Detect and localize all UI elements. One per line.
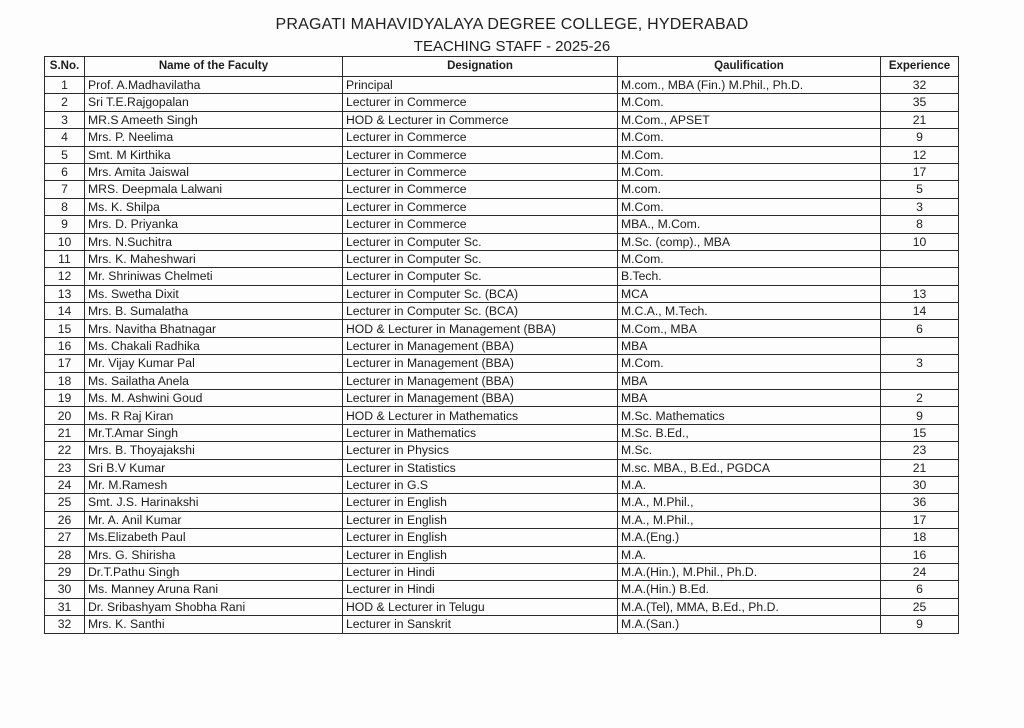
cell-experience: 25	[881, 598, 959, 615]
cell-designation: Lecturer in Management (BBA)	[343, 390, 618, 407]
cell-qualification: M.Sc. (comp)., MBA	[618, 233, 881, 250]
table-row	[45, 494, 959, 511]
table-row	[45, 77, 959, 94]
cell-designation: Lecturer in Commerce	[343, 129, 618, 146]
cell-designation: Lecturer in English	[343, 529, 618, 546]
cell-qualification: M.com., MBA (Fin.) M.Phil., Ph.D.	[618, 77, 881, 94]
table-row	[45, 233, 959, 250]
cell-designation: HOD & Lecturer in Management (BBA)	[343, 320, 618, 337]
cell-qualification: M.Sc.	[618, 442, 881, 459]
cell-qualification: M.Com.	[618, 163, 881, 180]
cell-designation: Lecturer in Computer Sc.	[343, 233, 618, 250]
cell-qualification: M.A.(San.)	[618, 616, 881, 633]
cell-sno: 25	[45, 494, 85, 511]
cell-qualification: M.A.	[618, 546, 881, 563]
cell-name: Prof. A.Madhavilatha	[85, 77, 343, 94]
cell-experience: 13	[881, 285, 959, 302]
cell-designation: Lecturer in Mathematics	[343, 424, 618, 441]
cell-name: Mrs. N.Suchitra	[85, 233, 343, 250]
cell-experience: 12	[881, 146, 959, 163]
table-row	[45, 616, 959, 633]
table-row	[45, 111, 959, 128]
cell-qualification: M.C.A., M.Tech.	[618, 303, 881, 320]
cell-sno: 19	[45, 390, 85, 407]
cell-qualification: M.Sc. Mathematics	[618, 407, 881, 424]
cell-sno: 17	[45, 355, 85, 372]
cell-experience: 6	[881, 581, 959, 598]
table-body	[45, 77, 959, 634]
cell-sno: 32	[45, 616, 85, 633]
col-header-name: Name of the Faculty	[85, 57, 343, 77]
cell-name: Mrs. Amita Jaiswal	[85, 163, 343, 180]
cell-qualification: M.sc. MBA., B.Ed., PGDCA	[618, 459, 881, 476]
table-row	[45, 163, 959, 180]
cell-name: Ms. R Raj Kiran	[85, 407, 343, 424]
cell-name: MRS. Deepmala Lalwani	[85, 181, 343, 198]
cell-qualification: M.A.(Tel), MMA, B.Ed., Ph.D.	[618, 598, 881, 615]
table-row	[45, 303, 959, 320]
cell-experience: 36	[881, 494, 959, 511]
cell-sno: 30	[45, 581, 85, 598]
cell-designation: Lecturer in Computer Sc. (BCA)	[343, 303, 618, 320]
cell-name: Ms. M. Ashwini Goud	[85, 390, 343, 407]
cell-qualification: M.Com.	[618, 250, 881, 267]
college-title: PRAGATI MAHAVIDYALAYA DEGREE COLLEGE, HYDERABAD	[275, 16, 749, 33]
cell-designation: Lecturer in Physics	[343, 442, 618, 459]
table-row	[45, 146, 959, 163]
cell-qualification: M.Com., APSET	[618, 111, 881, 128]
cell-experience: 32	[881, 77, 959, 94]
table-row	[45, 529, 959, 546]
cell-experience: 9	[881, 616, 959, 633]
cell-name: Ms. Swetha Dixit	[85, 285, 343, 302]
table-row	[45, 129, 959, 146]
cell-qualification: M.Sc. B.Ed.,	[618, 424, 881, 441]
cell-name: Ms. Sailatha Anela	[85, 372, 343, 389]
cell-qualification: MBA., M.Com.	[618, 216, 881, 233]
cell-qualification: MBA	[618, 390, 881, 407]
table-row	[45, 459, 959, 476]
cell-designation: Lecturer in Computer Sc. (BCA)	[343, 285, 618, 302]
table-row	[45, 355, 959, 372]
cell-designation: HOD & Lecturer in Mathematics	[343, 407, 618, 424]
cell-experience: 23	[881, 442, 959, 459]
cell-sno: 15	[45, 320, 85, 337]
cell-experience: 21	[881, 111, 959, 128]
cell-name: Ms. K. Shilpa	[85, 198, 343, 215]
cell-sno: 8	[45, 198, 85, 215]
col-header-qualification: Qaulification	[618, 57, 881, 77]
cell-name: Mrs. D. Priyanka	[85, 216, 343, 233]
cell-experience: 21	[881, 459, 959, 476]
cell-sno: 31	[45, 598, 85, 615]
cell-designation: Lecturer in Commerce	[343, 146, 618, 163]
cell-designation: Lecturer in Hindi	[343, 581, 618, 598]
cell-designation: Lecturer in G.S	[343, 476, 618, 493]
cell-designation: Lecturer in English	[343, 494, 618, 511]
cell-sno: 5	[45, 146, 85, 163]
table-row	[45, 476, 959, 493]
cell-experience: 3	[881, 198, 959, 215]
table-row	[45, 390, 959, 407]
cell-sno: 21	[45, 424, 85, 441]
cell-qualification: M.A.	[618, 476, 881, 493]
cell-name: Mrs. K. Santhi	[85, 616, 343, 633]
cell-experience: 14	[881, 303, 959, 320]
cell-designation: Principal	[343, 77, 618, 94]
cell-name: Mr. Vijay Kumar Pal	[85, 355, 343, 372]
cell-qualification: M.A.(Hin.) B.Ed.	[618, 581, 881, 598]
cell-name: Ms. Chakali Radhika	[85, 337, 343, 354]
cell-qualification: M.com.	[618, 181, 881, 198]
cell-sno: 16	[45, 337, 85, 354]
col-header-experience: Experience	[881, 57, 959, 77]
table-row	[45, 181, 959, 198]
cell-experience	[881, 250, 959, 267]
cell-name: Mrs. P. Neelima	[85, 129, 343, 146]
table-row	[45, 372, 959, 389]
cell-designation: Lecturer in Computer Sc.	[343, 250, 618, 267]
cell-sno: 11	[45, 250, 85, 267]
cell-sno: 22	[45, 442, 85, 459]
cell-designation: Lecturer in Commerce	[343, 198, 618, 215]
cell-designation: Lecturer in English	[343, 546, 618, 563]
cell-designation: HOD & Lecturer in Commerce	[343, 111, 618, 128]
header-row	[45, 57, 959, 77]
cell-designation: Lecturer in Management (BBA)	[343, 372, 618, 389]
cell-sno: 28	[45, 546, 85, 563]
cell-designation: Lecturer in Management (BBA)	[343, 355, 618, 372]
cell-experience: 16	[881, 546, 959, 563]
cell-designation: Lecturer in Commerce	[343, 216, 618, 233]
cell-experience: 5	[881, 181, 959, 198]
cell-designation: Lecturer in Commerce	[343, 181, 618, 198]
cell-qualification: M.Com.	[618, 94, 881, 111]
cell-name: Mr. M.Ramesh	[85, 476, 343, 493]
cell-sno: 29	[45, 563, 85, 580]
cell-name: Smt. M Kirthika	[85, 146, 343, 163]
table-row	[45, 198, 959, 215]
cell-experience: 18	[881, 529, 959, 546]
col-header-designation: Designation	[343, 57, 618, 77]
cell-name: Dr. Sribashyam Shobha Rani	[85, 598, 343, 615]
teaching-staff-table	[44, 56, 959, 634]
cell-name: Mrs. K. Maheshwari	[85, 250, 343, 267]
table-row	[45, 546, 959, 563]
cell-sno: 2	[45, 94, 85, 111]
cell-designation: HOD & Lecturer in Telugu	[343, 598, 618, 615]
cell-experience: 35	[881, 94, 959, 111]
table-row	[45, 320, 959, 337]
cell-designation: Lecturer in Statistics	[343, 459, 618, 476]
cell-name: Smt. J.S. Harinakshi	[85, 494, 343, 511]
table-header	[45, 57, 959, 77]
cell-sno: 7	[45, 181, 85, 198]
cell-designation: Lecturer in Commerce	[343, 94, 618, 111]
table-row	[45, 216, 959, 233]
cell-experience: 3	[881, 355, 959, 372]
table-row	[45, 407, 959, 424]
cell-designation: Lecturer in Management (BBA)	[343, 337, 618, 354]
cell-experience	[881, 337, 959, 354]
table-row	[45, 337, 959, 354]
cell-name: Mrs. B. Sumalatha	[85, 303, 343, 320]
cell-experience: 15	[881, 424, 959, 441]
cell-designation: Lecturer in Hindi	[343, 563, 618, 580]
cell-experience: 8	[881, 216, 959, 233]
cell-experience: 9	[881, 407, 959, 424]
table-row	[45, 563, 959, 580]
cell-sno: 23	[45, 459, 85, 476]
cell-sno: 3	[45, 111, 85, 128]
cell-sno: 10	[45, 233, 85, 250]
cell-experience: 24	[881, 563, 959, 580]
cell-qualification: B.Tech.	[618, 268, 881, 285]
cell-experience: 30	[881, 476, 959, 493]
cell-name: Mr.T.Amar Singh	[85, 424, 343, 441]
cell-experience: 17	[881, 511, 959, 528]
cell-sno: 13	[45, 285, 85, 302]
cell-name: Sri T.E.Rajgopalan	[85, 94, 343, 111]
table-row	[45, 598, 959, 615]
table-row	[45, 268, 959, 285]
cell-designation: Lecturer in English	[343, 511, 618, 528]
cell-experience: 2	[881, 390, 959, 407]
cell-qualification: MBA	[618, 372, 881, 389]
cell-sno: 18	[45, 372, 85, 389]
table-row	[45, 424, 959, 441]
cell-qualification: M.Com., MBA	[618, 320, 881, 337]
cell-qualification: M.Com.	[618, 129, 881, 146]
table-row	[45, 250, 959, 267]
cell-qualification: MBA	[618, 337, 881, 354]
cell-sno: 27	[45, 529, 85, 546]
cell-sno: 20	[45, 407, 85, 424]
cell-sno: 4	[45, 129, 85, 146]
cell-name: Mr. Shriniwas Chelmeti	[85, 268, 343, 285]
table-row	[45, 511, 959, 528]
cell-experience: 6	[881, 320, 959, 337]
cell-name: MR.S Ameeth Singh	[85, 111, 343, 128]
staff-list-subtitle: TEACHING STAFF - 2025-26	[413, 38, 611, 55]
table-row	[45, 442, 959, 459]
cell-qualification: M.Com.	[618, 146, 881, 163]
cell-qualification: M.Com.	[618, 198, 881, 215]
cell-qualification: M.A.(Hin.), M.Phil., Ph.D.	[618, 563, 881, 580]
cell-experience: 17	[881, 163, 959, 180]
cell-qualification: M.A., M.Phil.,	[618, 511, 881, 528]
cell-sno: 12	[45, 268, 85, 285]
cell-sno: 24	[45, 476, 85, 493]
cell-name: Mrs. Navitha Bhatnagar	[85, 320, 343, 337]
col-header-sno: S.No.	[45, 57, 85, 77]
cell-name: Mrs. G. Shirisha	[85, 546, 343, 563]
cell-name: Mrs. B. Thoyajakshi	[85, 442, 343, 459]
cell-experience: 9	[881, 129, 959, 146]
cell-experience	[881, 372, 959, 389]
cell-experience	[881, 268, 959, 285]
cell-qualification: MCA	[618, 285, 881, 302]
cell-name: Ms.Elizabeth Paul	[85, 529, 343, 546]
table-row	[45, 581, 959, 598]
cell-designation: Lecturer in Commerce	[343, 163, 618, 180]
cell-sno: 1	[45, 77, 85, 94]
cell-name: Sri B.V Kumar	[85, 459, 343, 476]
cell-name: Mr. A. Anil Kumar	[85, 511, 343, 528]
table-row	[45, 94, 959, 111]
cell-designation: Lecturer in Computer Sc.	[343, 268, 618, 285]
cell-sno: 9	[45, 216, 85, 233]
cell-qualification: M.A., M.Phil.,	[618, 494, 881, 511]
cell-qualification: M.Com.	[618, 355, 881, 372]
cell-sno: 26	[45, 511, 85, 528]
table-row	[45, 285, 959, 302]
cell-experience: 10	[881, 233, 959, 250]
cell-qualification: M.A.(Eng.)	[618, 529, 881, 546]
cell-name: Dr.T.Pathu Singh	[85, 563, 343, 580]
cell-sno: 6	[45, 163, 85, 180]
cell-name: Ms. Manney Aruna Rani	[85, 581, 343, 598]
cell-designation: Lecturer in Sanskrit	[343, 616, 618, 633]
cell-sno: 14	[45, 303, 85, 320]
